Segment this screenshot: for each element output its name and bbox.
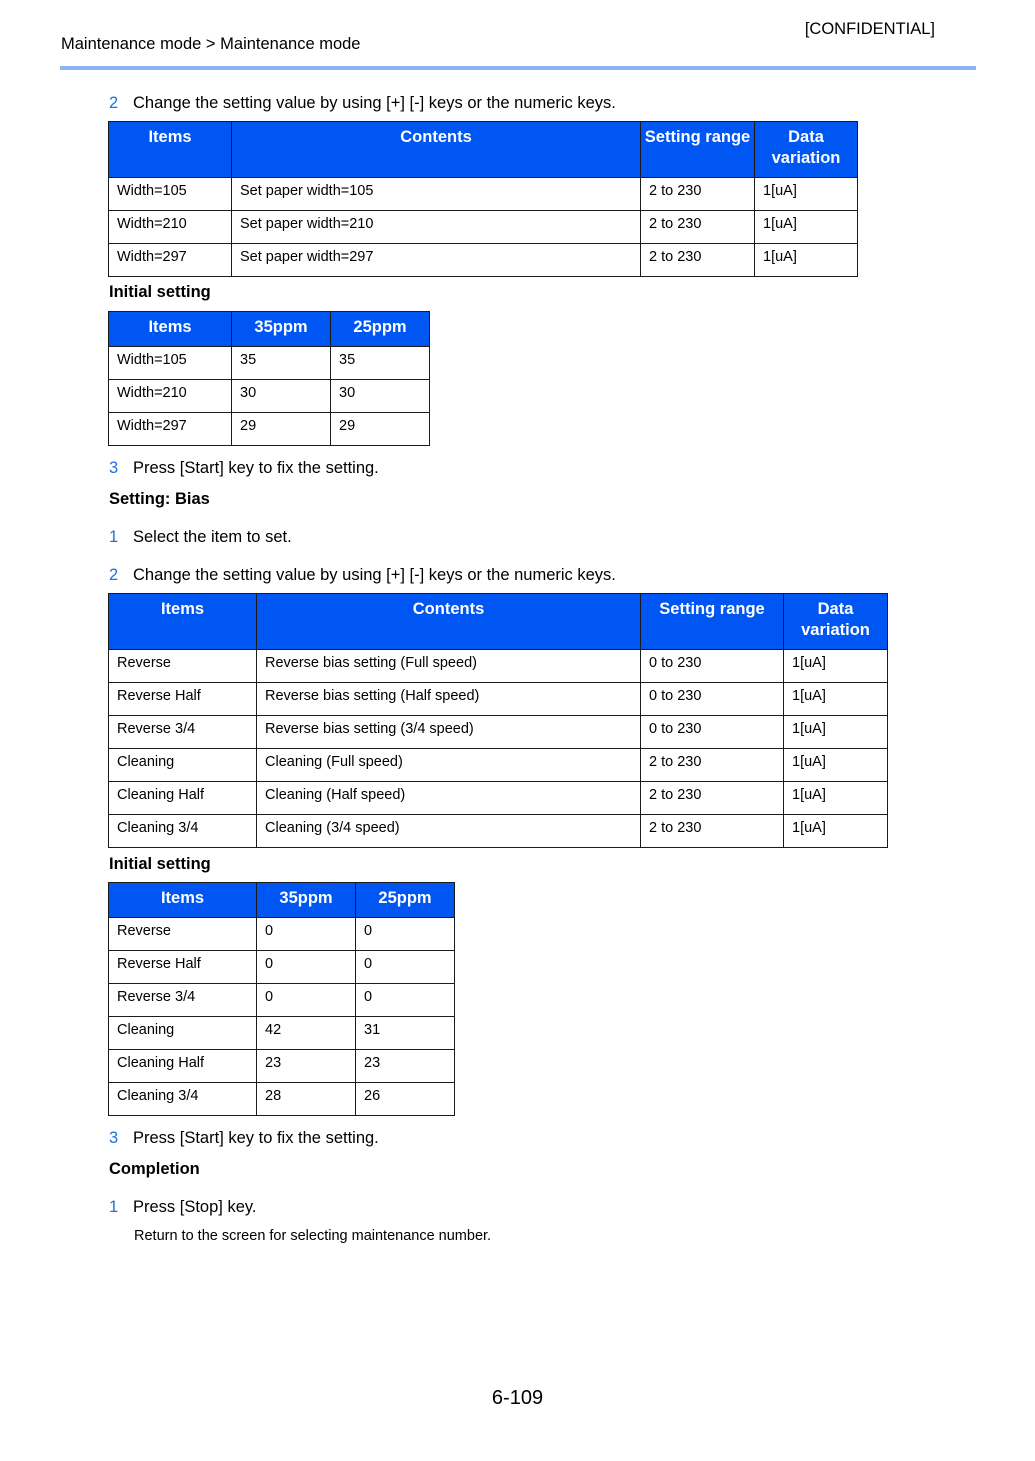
table-cell: 0 <box>257 984 356 1017</box>
table-cell: Reverse bias setting (Half speed) <box>257 683 641 716</box>
setting-bias-heading: Setting: Bias <box>109 490 210 508</box>
page-number: 6-109 <box>491 1387 544 1409</box>
table-cell: Width=105 <box>109 178 232 211</box>
breadcrumb: Maintenance mode > Maintenance mode <box>61 35 361 53</box>
table-row <box>109 347 430 380</box>
table-cell: Cleaning (Full speed) <box>257 749 641 782</box>
table-cell: 35 <box>331 347 430 380</box>
column-header-items: Items <box>109 312 232 347</box>
column-header-data-variation: Data variation <box>784 594 888 650</box>
table-row <box>109 716 888 749</box>
column-header-items: Items <box>109 594 257 650</box>
table-row <box>109 244 858 277</box>
completion-heading: Completion <box>109 1160 200 1178</box>
column-header-35ppm: 35ppm <box>232 312 331 347</box>
completion-note: Return to the screen for selecting maintenance number. <box>134 1228 492 1244</box>
table-cell: Set paper width=210 <box>232 211 641 244</box>
table-cell: Set paper width=105 <box>232 178 641 211</box>
table-cell: 2 to 230 <box>641 782 784 815</box>
column-header-25ppm: 25ppm <box>331 312 430 347</box>
step-text: Press [Stop] key. <box>133 1198 257 1216</box>
table-cell: 0 <box>257 951 356 984</box>
table-cell: 1[uA] <box>784 716 888 749</box>
column-header-35ppm: 35ppm <box>257 883 356 918</box>
table-cell: 29 <box>232 413 331 446</box>
column-header-setting-range: Setting range <box>641 594 784 650</box>
table-cell: Reverse <box>109 650 257 683</box>
bias-settings-table <box>108 593 888 848</box>
table-cell: Width=210 <box>109 380 232 413</box>
table-cell: Cleaning (Half speed) <box>257 782 641 815</box>
step-press-start <box>109 459 379 478</box>
table-cell: Cleaning <box>109 1017 257 1050</box>
table-cell: Width=297 <box>109 413 232 446</box>
step-press-start <box>109 1129 379 1148</box>
table-cell: Reverse bias setting (Full speed) <box>257 650 641 683</box>
table-row <box>109 782 888 815</box>
table-cell: 30 <box>331 380 430 413</box>
step-text: Select the item to set. <box>133 528 292 546</box>
column-header-items: Items <box>109 122 232 178</box>
column-header-25ppm: 25ppm <box>356 883 455 918</box>
table-cell: 1[uA] <box>784 683 888 716</box>
column-header-contents: Contents <box>257 594 641 650</box>
table-cell: 2 to 230 <box>641 749 784 782</box>
header-divider <box>60 66 976 70</box>
table-row <box>109 749 888 782</box>
table-cell: Cleaning <box>109 749 257 782</box>
step-number: 1 <box>109 1198 119 1216</box>
table-cell: 0 <box>356 918 455 951</box>
step-text: Change the setting value by using [+] [-] keys or the numeric keys. <box>133 94 616 112</box>
table-cell: 30 <box>232 380 331 413</box>
table-row <box>109 650 888 683</box>
table-cell: 0 to 230 <box>641 683 784 716</box>
table-cell: 2 to 230 <box>641 211 755 244</box>
table-row <box>109 1050 455 1083</box>
step-text: Change the setting value by using [+] [-] keys or the numeric keys. <box>133 566 616 584</box>
table-cell: Width=297 <box>109 244 232 277</box>
step-press-stop <box>109 1198 257 1217</box>
table-cell: 0 <box>356 984 455 1017</box>
step-number: 1 <box>109 528 119 546</box>
table-cell: Reverse 3/4 <box>109 716 257 749</box>
table-cell: 1[uA] <box>784 782 888 815</box>
width-initial-table <box>108 311 430 446</box>
table-cell: Cleaning Half <box>109 1050 257 1083</box>
table-cell: 42 <box>257 1017 356 1050</box>
table-row <box>109 1083 455 1116</box>
step-number: 2 <box>109 94 119 112</box>
table-cell: Cleaning Half <box>109 782 257 815</box>
table-cell: Width=105 <box>109 347 232 380</box>
table-cell: 2 to 230 <box>641 244 755 277</box>
step-change-value <box>109 566 616 585</box>
table-cell: 1[uA] <box>784 749 888 782</box>
step-number: 3 <box>109 1129 119 1147</box>
table-row <box>109 1017 455 1050</box>
bias-initial-table <box>108 882 455 1116</box>
table-row <box>109 951 455 984</box>
width-settings-table <box>108 121 858 277</box>
step-number: 3 <box>109 459 119 477</box>
table-cell: Cleaning 3/4 <box>109 1083 257 1116</box>
step-select-item <box>109 528 292 547</box>
step-text: Press [Start] key to fix the setting. <box>133 1129 379 1147</box>
table-cell: 0 <box>356 951 455 984</box>
table-cell: Width=210 <box>109 211 232 244</box>
table-cell: 0 to 230 <box>641 716 784 749</box>
table-cell: 2 to 230 <box>641 815 784 848</box>
step-change-value <box>109 94 616 113</box>
column-header-data-variation: Data variation <box>755 122 858 178</box>
table-row <box>109 683 888 716</box>
table-cell: Reverse Half <box>109 951 257 984</box>
column-header-contents: Contents <box>232 122 641 178</box>
table-row <box>109 211 858 244</box>
table-row <box>109 984 455 1017</box>
table-cell: Cleaning (3/4 speed) <box>257 815 641 848</box>
table-cell: 1[uA] <box>755 211 858 244</box>
table-cell: 31 <box>356 1017 455 1050</box>
table-cell: Reverse 3/4 <box>109 984 257 1017</box>
column-header-items: Items <box>109 883 257 918</box>
table-cell: 2 to 230 <box>641 178 755 211</box>
table-cell: 23 <box>257 1050 356 1083</box>
table-cell: Reverse bias setting (3/4 speed) <box>257 716 641 749</box>
table-cell: Reverse <box>109 918 257 951</box>
table-cell: 35 <box>232 347 331 380</box>
table-cell: 28 <box>257 1083 356 1116</box>
table-row <box>109 178 858 211</box>
initial-setting-heading: Initial setting <box>109 855 211 873</box>
table-cell: 1[uA] <box>755 178 858 211</box>
table-cell: Cleaning 3/4 <box>109 815 257 848</box>
initial-setting-heading: Initial setting <box>109 283 211 301</box>
table-cell: Reverse Half <box>109 683 257 716</box>
step-text: Press [Start] key to fix the setting. <box>133 459 379 477</box>
table-cell: 1[uA] <box>784 650 888 683</box>
table-row <box>109 380 430 413</box>
table-row <box>109 413 430 446</box>
table-cell: 0 <box>257 918 356 951</box>
step-number: 2 <box>109 566 119 584</box>
table-cell: 1[uA] <box>755 244 858 277</box>
table-cell: 29 <box>331 413 430 446</box>
table-cell: 23 <box>356 1050 455 1083</box>
table-row <box>109 918 455 951</box>
table-cell: Set paper width=297 <box>232 244 641 277</box>
table-row <box>109 815 888 848</box>
confidential-label: [CONFIDENTIAL] <box>804 20 935 38</box>
table-cell: 0 to 230 <box>641 650 784 683</box>
table-cell: 1[uA] <box>784 815 888 848</box>
table-cell: 26 <box>356 1083 455 1116</box>
column-header-setting-range: Setting range <box>641 122 755 178</box>
